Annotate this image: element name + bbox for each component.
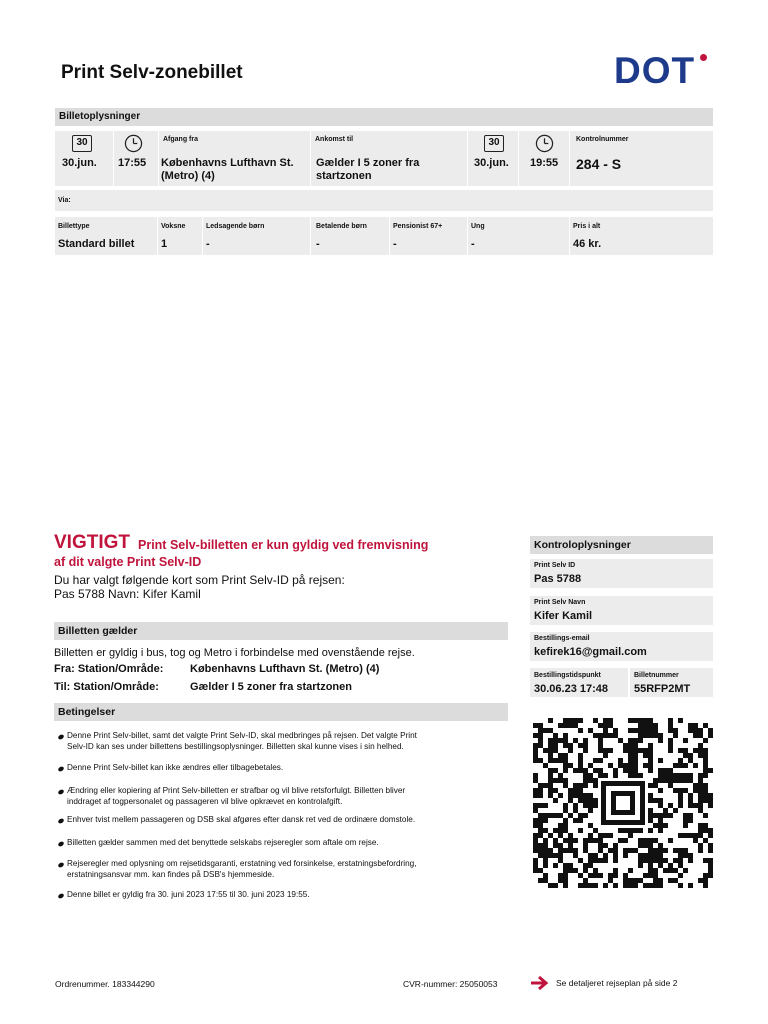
to-value: Gælder I 5 zoner fra startzonen [316, 157, 420, 182]
validity-to-value: Gælder I 5 zoner fra startzonen [190, 681, 352, 693]
to-label: Ankomst til [315, 136, 354, 143]
ticket-qr-code [533, 718, 713, 888]
clock-icon [535, 134, 554, 153]
calendar-icon: 30 [484, 135, 504, 152]
bullet-icon [57, 841, 64, 848]
via-label: Via: [58, 197, 71, 204]
conditions-header: Betingelser [54, 703, 508, 721]
total-price-value: 46 kr. [573, 238, 602, 250]
email-label: Bestillings-email [534, 635, 590, 642]
print-id-label: Print Selv ID [534, 562, 576, 569]
email-value: kefirek16@gmail.com [534, 646, 647, 658]
condition-item [67, 814, 415, 825]
condition-line: erstatningsansvar mm. kan findes på DSB's hjemmeside. [67, 870, 275, 879]
bullet-icon [57, 789, 64, 796]
depart-time: 17:55 [118, 157, 147, 169]
important-message-line2: af dit valgte Print Selv-ID [54, 555, 202, 569]
condition-item [67, 889, 310, 900]
ticket-number-value: 55RFP2MT [634, 683, 691, 695]
via-row [55, 190, 713, 211]
condition-line: Denne Print Selv-billet kan ikke ændres eller tilbagebetales. [67, 763, 284, 772]
pensioner-value: - [393, 238, 397, 250]
control-number-value: 284 - S [576, 156, 622, 172]
arrow-right-icon [530, 975, 550, 991]
validity-from-value: Københavns Lufthavn St. (Metro) (4) [190, 663, 380, 675]
clock-icon [124, 134, 143, 153]
validity-from-label: Fra: Station/Område: [54, 663, 164, 675]
depart-date: 30.jun. [62, 157, 97, 169]
cvr-number: CVR-nummer: 25050053 [403, 979, 498, 989]
youth-value: - [471, 238, 475, 250]
validity-header: Billetten gælder [54, 622, 508, 640]
condition-line: Selv-ID kan ses under billettens bestillingsoplysninger. Billetten skal kunne vises i sin helhed. [67, 742, 404, 751]
condition-item [67, 858, 417, 880]
ticket-type-header: Billettype [58, 223, 90, 230]
validity-text: Billetten er gyldig i bus, tog og Metro i forbindelse med ovenstående rejse. [54, 647, 415, 659]
important-heading: VIGTIGT [54, 532, 130, 553]
condition-line: Enhver tvist mellem passageren og DSB skal afgøres efter dansk ret ved de ordinære domstole. [67, 815, 416, 824]
accompanied-children-header: Ledsagende børn [206, 223, 265, 230]
from-value: Københavns Lufthavn St. (Metro) (4) [161, 157, 294, 182]
control-number-label: Kontrolnummer [576, 136, 629, 143]
adults-value: 1 [161, 238, 168, 250]
from-label: Afgang fra [163, 136, 198, 143]
total-price-header: Pris i alt [573, 223, 601, 230]
dot-logo: DOT [614, 50, 696, 91]
calendar-icon: 30 [72, 135, 92, 152]
id-intro-line2: Pas 5788 Navn: Kifer Kamil [54, 587, 201, 601]
condition-item [67, 837, 379, 848]
ticket-info-header: Billetoplysninger [55, 108, 713, 126]
paying-children-header: Betalende børn [316, 223, 367, 230]
print-name-value: Kifer Kamil [534, 610, 593, 622]
order-time-value: 30.06.23 17:48 [534, 683, 609, 695]
condition-line: Ændring eller kopiering af Print Selv-billetten er strafbar og vil blive retsforfulgt. Billetten bliver [67, 786, 406, 795]
adults-header: Voksne [161, 223, 186, 230]
page-title: Print Selv-zonebillet [61, 62, 243, 83]
bullet-icon [57, 818, 64, 825]
condition-line: inddraget af togpersonalet og passageren vil blive opkrævet en kontrolafgift. [67, 797, 343, 806]
bullet-icon [57, 862, 64, 869]
ticket-type-value: Standard billet [58, 238, 135, 250]
bullet-icon [57, 893, 64, 900]
id-intro-line1: Du har valgt følgende kort som Print Selv-ID på rejsen: [54, 573, 345, 587]
youth-header: Ung [471, 223, 485, 230]
condition-line: Denne Print Selv-billet, samt det valgte Print Selv-ID, skal medbringes på rejsen. Det valgte Print [67, 731, 417, 740]
logo-dot-mark [700, 54, 707, 61]
ticket-number-label: Billetnummer [634, 672, 679, 679]
condition-item [67, 762, 283, 773]
paying-children-value: - [316, 238, 320, 250]
order-time-label: Bestillingstidspunkt [534, 672, 601, 679]
journey-plan-link[interactable]: Se detaljeret rejseplan på side 2 [556, 978, 678, 988]
bullet-icon [57, 766, 64, 773]
condition-line: Billetten gælder sammen med det benyttede selskabs rejseregler som aftale om rejse. [67, 838, 379, 847]
accompanied-children-value: - [206, 238, 210, 250]
print-name-label: Print Selv Navn [534, 599, 586, 606]
bullet-icon [57, 734, 64, 741]
validity-to-label: Til: Station/Område: [54, 681, 159, 693]
pensioner-header: Pensionist 67+ [393, 223, 443, 230]
order-number: Ordrenummer. 183344290 [55, 979, 155, 989]
important-message-line1: Print Selv-billetten er kun gyldig ved fremvisning [138, 538, 429, 552]
condition-item [67, 730, 417, 752]
condition-item [67, 785, 405, 807]
arrive-time: 19:55 [530, 157, 559, 169]
condition-line: Denne billet er gyldig fra 30. juni 2023 17:55 til 30. juni 2023 19:55. [67, 890, 310, 899]
print-id-value: Pas 5788 [534, 573, 582, 585]
control-info-header: Kontroloplysninger [530, 536, 713, 554]
arrive-date: 30.jun. [474, 157, 509, 169]
condition-line: Rejseregler med oplysning om rejsetidsgaranti, erstatning ved forsinkelse, erstatningsbefordring, [67, 859, 417, 868]
